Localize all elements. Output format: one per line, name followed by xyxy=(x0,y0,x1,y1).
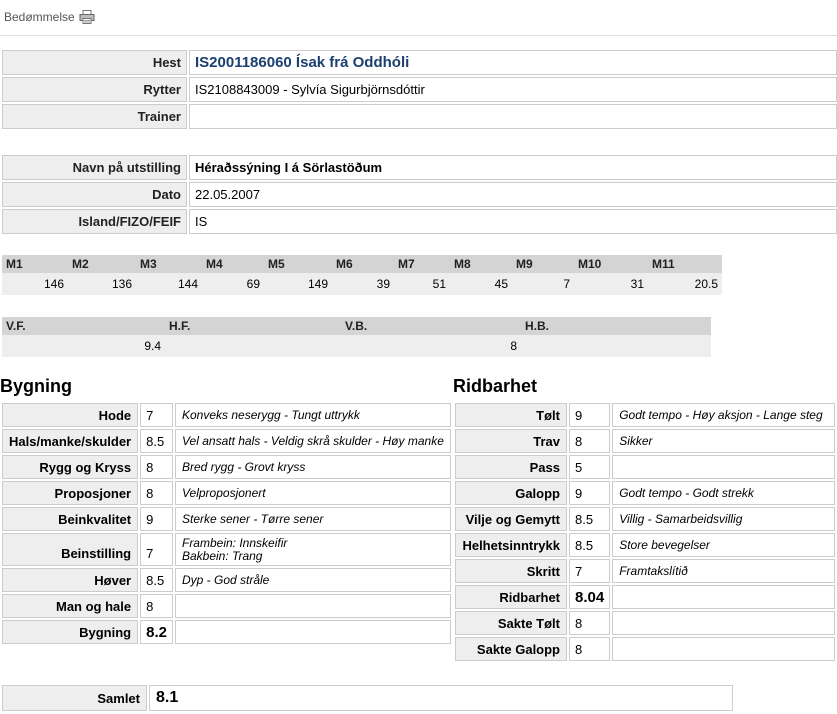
horse-info-table xyxy=(0,48,837,131)
table-row xyxy=(2,429,451,453)
table-row xyxy=(455,637,835,661)
ridbarhet-heading: Ridbarhet xyxy=(453,376,538,396)
measure-header: M1 xyxy=(2,255,68,273)
measure-header: M3 xyxy=(136,255,202,273)
measure-value: 136 xyxy=(68,273,136,295)
score-comment xyxy=(612,585,835,609)
measurements-table xyxy=(2,255,722,295)
score-label: Beinkvalitet xyxy=(2,507,138,531)
measure-value xyxy=(165,335,341,357)
table-row xyxy=(2,533,451,566)
score-value: 7 xyxy=(569,559,610,583)
total-table xyxy=(0,683,735,713)
score-comment: Godt tempo - Godt strekk xyxy=(612,481,835,505)
measure-value: 20.5 xyxy=(648,273,722,295)
ridbarhet-table xyxy=(453,401,837,663)
table-row xyxy=(2,481,451,505)
score-label: Ridbarhet xyxy=(455,585,567,609)
measure-value: 31 xyxy=(574,273,648,295)
score-value: 8 xyxy=(140,594,173,618)
info-row-trainer xyxy=(2,104,837,129)
table-row xyxy=(455,533,835,557)
score-comment: Godt tempo - Høy aksjon - Lange steg xyxy=(612,403,835,427)
measure-value: 45 xyxy=(450,273,512,295)
score-value: 8.5 xyxy=(140,429,173,453)
info-row-show xyxy=(2,155,837,180)
show-name-value: Héraðssýning I á Sörlastöðum xyxy=(189,155,837,180)
table-row xyxy=(2,568,451,592)
score-value: 9 xyxy=(569,403,610,427)
info-label: Rytter xyxy=(2,77,187,102)
measure-value xyxy=(521,335,711,357)
table-row xyxy=(2,620,451,644)
score-label: Helhetsinntrykk xyxy=(455,533,567,557)
score-label: Man og hale xyxy=(2,594,138,618)
measure-value: 69 xyxy=(202,273,264,295)
measure-value: 149 xyxy=(264,273,332,295)
score-label: Sakte Tølt xyxy=(455,611,567,635)
table-row xyxy=(455,507,835,531)
measure-header: M11 xyxy=(648,255,722,273)
measure-header: M7 xyxy=(394,255,450,273)
measure-value: 8 xyxy=(341,335,521,357)
score-comment: Konveks neserygg - Tungt uttrykk xyxy=(175,403,451,427)
table-row xyxy=(455,585,835,609)
info-label: Trainer xyxy=(2,104,187,129)
measure-header: M8 xyxy=(450,255,512,273)
measure-header: M10 xyxy=(574,255,648,273)
info-row-date xyxy=(2,182,837,207)
score-value: 8.5 xyxy=(140,568,173,592)
measure-header: M5 xyxy=(264,255,332,273)
score-value: 8 xyxy=(569,637,610,661)
table-row xyxy=(2,507,451,531)
score-label: Skritt xyxy=(455,559,567,583)
measure-header: H.F. xyxy=(165,317,341,335)
score-comment: Villig - Samarbeidsvillig xyxy=(612,507,835,531)
score-value: 7 xyxy=(140,403,173,427)
hoof-measurements-table xyxy=(2,317,711,357)
measure-value: 9.4 xyxy=(2,335,165,357)
score-comment xyxy=(175,594,451,618)
measure-header: H.B. xyxy=(521,317,711,335)
bygning-table xyxy=(0,401,453,646)
table-row xyxy=(455,403,835,427)
table-row xyxy=(2,455,451,479)
printer-icon[interactable] xyxy=(79,10,95,24)
score-value: 8 xyxy=(140,481,173,505)
score-comment xyxy=(175,620,451,644)
score-comment-line: Bakbein: Trang xyxy=(181,548,263,563)
measure-header: V.F. xyxy=(2,317,165,335)
measure-header: M6 xyxy=(332,255,394,273)
score-label: Trav xyxy=(455,429,567,453)
score-comment xyxy=(612,637,835,661)
score-label: Rygg og Kryss xyxy=(2,455,138,479)
table-row xyxy=(455,481,835,505)
measure-header: V.B. xyxy=(341,317,521,335)
score-comment xyxy=(175,533,451,566)
score-comment: Framtakslítið xyxy=(612,559,835,583)
table-row xyxy=(2,403,451,427)
score-comment: Bred rygg - Grovt kryss xyxy=(175,455,451,479)
info-row-horse xyxy=(2,50,837,75)
score-comment: Store bevegelser xyxy=(612,533,835,557)
score-value: 8 xyxy=(569,429,610,453)
score-label: Bygning xyxy=(2,620,138,644)
table-row xyxy=(455,611,835,635)
score-label: Vilje og Gemytt xyxy=(455,507,567,531)
score-value: 7 xyxy=(140,533,173,566)
score-comment: Sikker xyxy=(612,429,835,453)
measure-header: M2 xyxy=(68,255,136,273)
country-value: IS xyxy=(189,209,837,234)
score-comment: Dyp - God stråle xyxy=(175,568,451,592)
info-label: Dato xyxy=(2,182,187,207)
horse-value xyxy=(189,50,837,75)
measure-header: M9 xyxy=(512,255,574,273)
table-row xyxy=(2,685,733,711)
table-row xyxy=(455,429,835,453)
score-value: 8 xyxy=(569,611,610,635)
show-info-table xyxy=(0,153,837,236)
page-header xyxy=(4,6,95,28)
trainer-value xyxy=(189,104,837,129)
score-comment xyxy=(612,455,835,479)
score-comment xyxy=(612,611,835,635)
measure-value: 146 xyxy=(2,273,68,295)
score-comment: Vel ansatt hals - Veldig skrå skulder - Høy manke xyxy=(175,429,451,453)
ridbarhet-total-score: 8.04 xyxy=(569,585,610,609)
info-label: Navn på utstilling xyxy=(2,155,187,180)
measure-value: 144 xyxy=(136,273,202,295)
info-label: Island/FIZO/FEIF xyxy=(2,209,187,234)
score-value: 8.5 xyxy=(569,533,610,557)
rider-value: IS2108843009 - Sylvía Sigurbjörnsdóttir xyxy=(189,77,837,102)
info-row-country xyxy=(2,209,837,234)
bygning-heading: Bygning xyxy=(0,376,72,396)
score-comment-line: Frambein: Innskeifir xyxy=(181,535,288,550)
score-label: Sakte Galopp xyxy=(455,637,567,661)
measure-value: 51 xyxy=(394,273,450,295)
score-label: Beinstilling xyxy=(2,533,138,566)
score-comment: Velproposjonert xyxy=(175,481,451,505)
score-label: Høver xyxy=(2,568,138,592)
horse-name: IS2001186060 Ísak frá Oddhóli xyxy=(195,54,410,71)
total-score: 8.1 xyxy=(149,685,733,711)
score-comment: Sterke sener - Tørre sener xyxy=(175,507,451,531)
bygning-total-score: 8.2 xyxy=(140,620,173,644)
table-row xyxy=(455,455,835,479)
score-label: Hals/manke/skulder xyxy=(2,429,138,453)
score-label: Hode xyxy=(2,403,138,427)
score-label: Tølt xyxy=(455,403,567,427)
info-label: Hest xyxy=(2,50,187,75)
score-value: 5 xyxy=(569,455,610,479)
score-value: 9 xyxy=(569,481,610,505)
header-divider xyxy=(0,35,837,36)
score-value: 8.5 xyxy=(569,507,610,531)
measure-value: 7 xyxy=(512,273,574,295)
page-title: Bedømmelse xyxy=(4,10,75,24)
table-row xyxy=(2,594,451,618)
score-value: 8 xyxy=(140,455,173,479)
measure-value: 39 xyxy=(332,273,394,295)
date-value: 22.05.2007 xyxy=(189,182,837,207)
table-row xyxy=(455,559,835,583)
score-label: Galopp xyxy=(455,481,567,505)
total-label: Samlet xyxy=(2,685,147,711)
info-row-rider xyxy=(2,77,837,102)
score-label: Pass xyxy=(455,455,567,479)
score-value: 9 xyxy=(140,507,173,531)
score-label: Proposjoner xyxy=(2,481,138,505)
measure-header: M4 xyxy=(202,255,264,273)
